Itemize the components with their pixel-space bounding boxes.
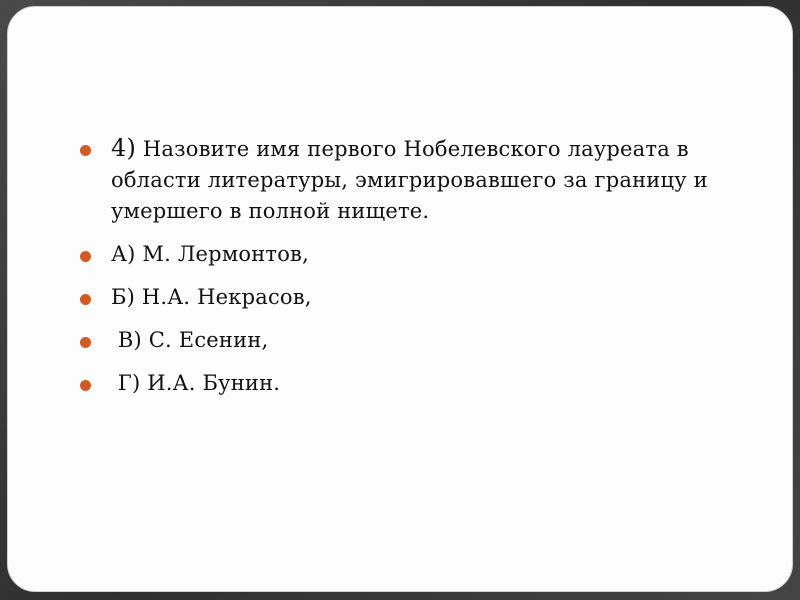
question-number: 4): [111, 134, 137, 162]
question-item: [80, 133, 760, 227]
question-body: Назовите имя первого Нобелевского лауреата в области литературы, эмигрировавшего за границу и умершего в полной нищете.: [111, 137, 715, 223]
bullet-icon: [80, 251, 91, 262]
question-text: [111, 133, 760, 227]
answer-option-label: В) С. Есенин,: [111, 328, 269, 352]
answer-option-c: [80, 325, 760, 356]
bullet-icon: [80, 337, 91, 348]
answer-option-label: Б) Н.А. Некрасов,: [111, 285, 312, 309]
answer-option-a: [80, 239, 760, 270]
slide-content: [80, 133, 760, 411]
bullet-icon: [80, 145, 91, 156]
bullet-icon: [80, 380, 91, 391]
answer-option-label: Г) И.А. Бунин.: [111, 371, 281, 395]
answer-option-label: А) М. Лермонтов,: [111, 242, 309, 266]
answer-option-d: [80, 368, 760, 399]
bullet-icon: [80, 294, 91, 305]
answer-option-b: [80, 282, 760, 313]
